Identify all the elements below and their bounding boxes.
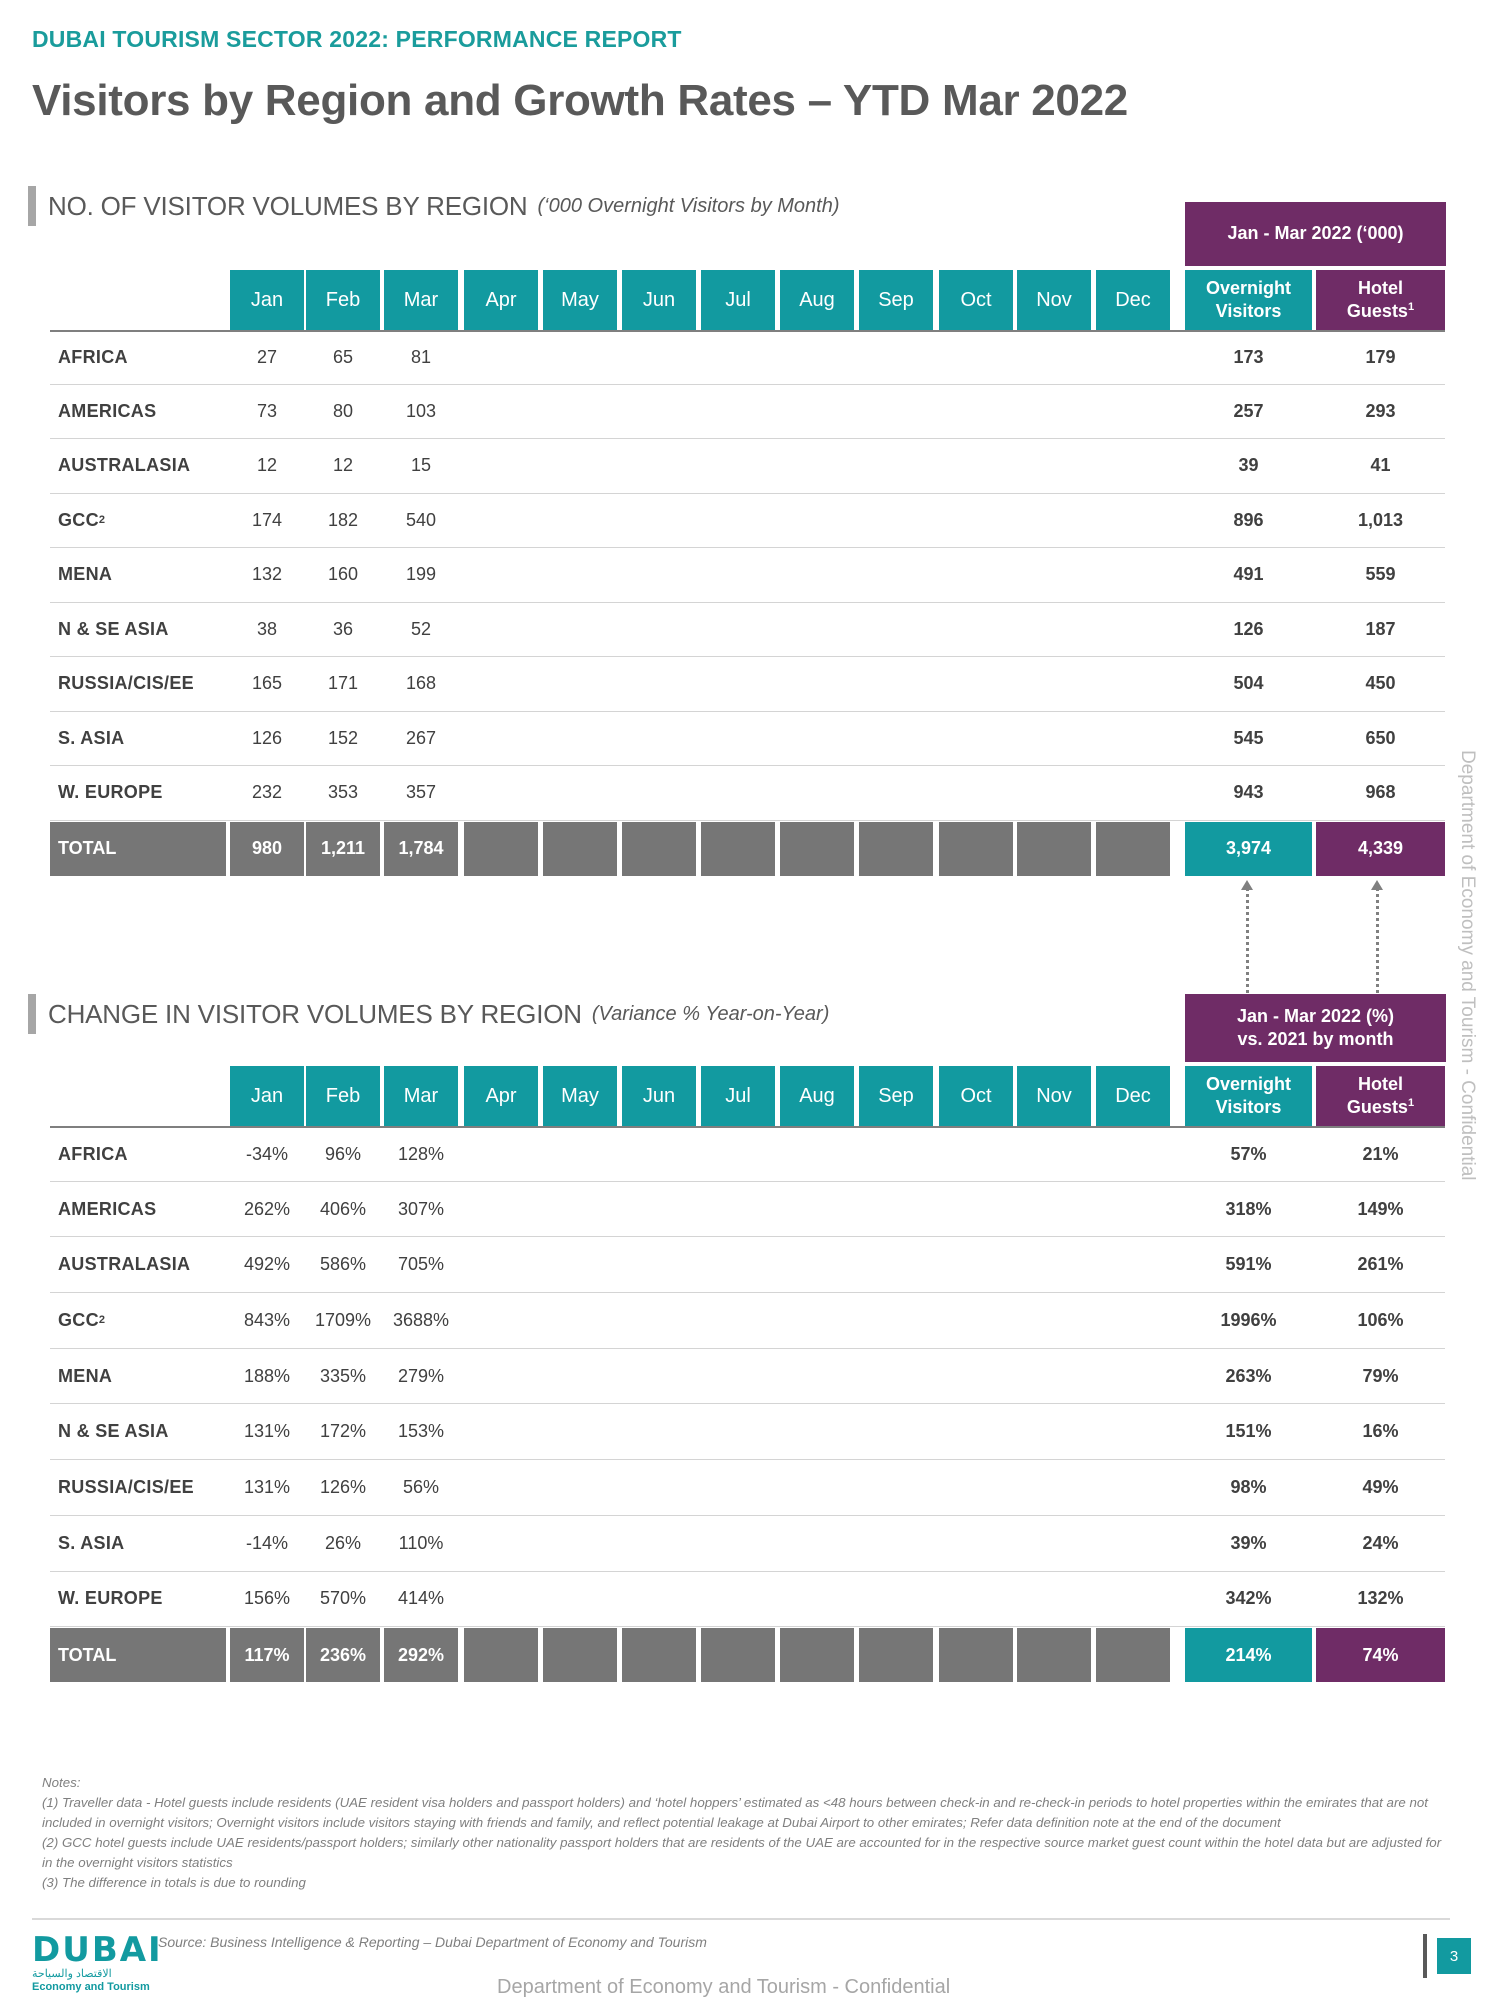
volumes-total-jun: [622, 822, 696, 876]
change-cell-overnight: 39%: [1230, 1532, 1267, 1553]
change-row-label: [50, 1182, 226, 1237]
volumes-cell-overnight: 173: [1233, 347, 1264, 368]
volumes-header-may: May: [543, 270, 617, 330]
volumes-cell-hotel: 187: [1365, 618, 1396, 639]
change-row-5: [50, 1405, 1445, 1461]
volumes-cell-overnight: 257: [1233, 400, 1264, 421]
volumes-header-apr: Apr: [464, 270, 538, 330]
change-region-name: S. ASIA: [58, 1532, 125, 1553]
change-cell-mar: 307%: [397, 1198, 445, 1219]
change-cell-feb: 570%: [319, 1588, 367, 1609]
change-total-mar: 292%: [384, 1628, 458, 1682]
change-cell-hotel: 149%: [1357, 1198, 1404, 1219]
page-divider: [1423, 1934, 1427, 1978]
change-row-4: [50, 1349, 1445, 1405]
volumes-region-name: AFRICA: [58, 347, 128, 368]
volumes-row-8: [50, 766, 1445, 821]
volumes-row-label: [50, 548, 226, 602]
change-header-sep: Sep: [859, 1066, 933, 1126]
volumes-cell-hotel: 179: [1365, 347, 1396, 368]
volumes-header-oct: Oct: [939, 270, 1013, 330]
change-total-overnight: 214%: [1185, 1628, 1312, 1682]
volumes-cell-hotel: 650: [1365, 727, 1396, 748]
volumes-row-label: [50, 332, 226, 384]
volumes-row-label: [50, 712, 226, 766]
change-region-name: RUSSIA/CIS/EE: [58, 1477, 194, 1498]
change-total-jan: 117%: [230, 1628, 304, 1682]
volumes-row-5: [50, 603, 1445, 658]
change-cell-feb: 26%: [324, 1532, 362, 1553]
volumes-cell-jan: 126: [251, 727, 283, 748]
change-cell-feb: 126%: [319, 1477, 367, 1498]
source-note: Source: Business Intelligence & Reporting – Dubai Department of Economy and Tourism: [158, 1934, 707, 1950]
change-cell-hotel: 49%: [1362, 1477, 1399, 1498]
volumes-total-feb: 1,211: [306, 822, 380, 876]
change-cell-jan: 156%: [243, 1588, 291, 1609]
volumes-header-hotel-sup: 1: [1407, 301, 1415, 313]
volumes-region-name: MENA: [58, 564, 113, 585]
change-cell-feb: 172%: [319, 1421, 367, 1442]
volumes-total-dec: [1096, 822, 1170, 876]
volumes-cell-mar: 81: [410, 347, 432, 368]
change-table: [50, 1066, 1445, 1686]
change-cell-hotel: 24%: [1362, 1532, 1399, 1553]
change-row-7: [50, 1516, 1445, 1572]
volumes-cell-hotel: 559: [1365, 564, 1396, 585]
logo-wordmark: DUBAI: [32, 1930, 163, 1970]
volumes-header-jun: Jun: [622, 270, 696, 330]
change-cell-mar: 414%: [397, 1588, 445, 1609]
change-cell-overnight: 318%: [1225, 1198, 1272, 1219]
change-header-hotel-sup: 1: [1407, 1097, 1415, 1109]
volumes-cell-mar: 199: [405, 564, 437, 585]
change-ytd-banner: [1185, 994, 1446, 1062]
volumes-cell-jan: 132: [251, 564, 283, 585]
change-cell-jan: 843%: [243, 1309, 291, 1330]
change-cell-mar: 279%: [397, 1365, 445, 1386]
change-banner-line1: Jan - Mar 2022 (%): [1236, 1005, 1395, 1026]
hotel-arrow-line: [1376, 888, 1379, 993]
change-total-aug: [780, 1628, 854, 1682]
volumes-cell-feb: 353: [327, 782, 359, 803]
overnight-arrow-line: [1246, 888, 1249, 993]
change-region-name: GCC: [58, 1309, 99, 1330]
change-row-3: [50, 1293, 1445, 1349]
volumes-region-name: N & SE ASIA: [58, 618, 169, 639]
change-header-nov: Nov: [1017, 1066, 1091, 1126]
change-total-apr: [464, 1628, 538, 1682]
change-row-8: [50, 1572, 1445, 1628]
change-cell-jan: 131%: [243, 1421, 291, 1442]
change-region-name: AFRICA: [58, 1143, 128, 1164]
change-row-label: [50, 1237, 226, 1292]
change-header-may: May: [543, 1066, 617, 1126]
volumes-cell-feb: 12: [332, 455, 354, 476]
note-2: (2) GCC hotel guests include UAE residents/passport holders; similarly other nationality passport holders that are residents of the UAE are accounted for in the respective source market guest count within the hotel data but are adjusted for in the overnight visitors statistics: [42, 1834, 1442, 1870]
volumes-cell-mar: 15: [410, 455, 432, 476]
change-cell-hotel: 79%: [1362, 1365, 1399, 1386]
change-cell-mar: 110%: [398, 1532, 444, 1553]
volumes-cell-feb: 160: [327, 564, 359, 585]
volumes-header-dec: Dec: [1096, 270, 1170, 330]
change-cell-jan: 262%: [243, 1198, 291, 1219]
change-cell-feb: 586%: [319, 1254, 367, 1275]
change-total-label: TOTAL: [50, 1628, 226, 1682]
change-total-may: [543, 1628, 617, 1682]
volumes-cell-hotel: 450: [1365, 673, 1396, 694]
volumes-region-name: W. EUROPE: [58, 782, 163, 803]
change-cell-feb: 406%: [319, 1198, 367, 1219]
change-cell-mar: 56%: [402, 1477, 440, 1498]
volumes-cell-overnight: 504: [1233, 673, 1264, 694]
volumes-total-apr: [464, 822, 538, 876]
change-subheading: (Variance % Year-on-Year): [591, 1002, 830, 1025]
volumes-cell-mar: 168: [405, 673, 437, 694]
volumes-cell-feb: 36: [332, 618, 354, 639]
change-cell-overnight: 263%: [1225, 1365, 1272, 1386]
volumes-heading: NO. OF VISITOR VOLUMES BY REGION: [48, 190, 528, 221]
change-total-feb: 236%: [306, 1628, 380, 1682]
change-header-dec: Dec: [1096, 1066, 1170, 1126]
hotel-arrow-head: [1371, 880, 1383, 890]
volumes-cell-mar: 357: [405, 782, 437, 803]
volumes-cell-overnight: 491: [1233, 564, 1264, 585]
volumes-total-label: TOTAL: [50, 822, 226, 876]
notes: [42, 1773, 1447, 1893]
volumes-header-row: [50, 270, 1445, 330]
change-row-label: [50, 1460, 226, 1515]
volumes-cell-mar: 540: [405, 509, 437, 530]
change-total-sep: [859, 1628, 933, 1682]
change-total-jun: [622, 1628, 696, 1682]
change-cell-jan: 131%: [243, 1477, 291, 1498]
change-cell-hotel: 106%: [1357, 1309, 1404, 1330]
change-region-name: AUSTRALASIA: [58, 1254, 191, 1275]
volumes-cell-mar: 267: [405, 727, 437, 748]
change-cell-mar: 153%: [397, 1421, 445, 1442]
volumes-total-jul: [701, 822, 775, 876]
volumes-cell-overnight: 545: [1233, 727, 1264, 748]
change-region-name: N & SE ASIA: [58, 1421, 169, 1442]
volumes-cell-hotel: 293: [1365, 400, 1396, 421]
change-section-heading: [28, 994, 829, 1034]
volumes-row-label: [50, 657, 226, 711]
volumes-section-heading: [28, 186, 840, 226]
volumes-cell-feb: 171: [327, 673, 359, 694]
volumes-header-hotel: [1316, 270, 1445, 330]
volumes-row-label: GCC 2: [58, 509, 106, 530]
volumes-header-jul: Jul: [701, 270, 775, 330]
change-total-nov: [1017, 1628, 1091, 1682]
volumes-cell-jan: 232: [251, 782, 283, 803]
change-header-hotel: [1316, 1066, 1445, 1126]
change-cell-hotel: 21%: [1362, 1143, 1399, 1164]
change-cell-feb: 335%: [319, 1365, 367, 1386]
change-row-label: [50, 1349, 226, 1404]
change-cell-overnight: 1996%: [1220, 1309, 1277, 1330]
volumes-cell-overnight: 39: [1238, 455, 1259, 476]
change-cell-hotel: 16%: [1362, 1421, 1399, 1442]
change-cell-feb: 1709%: [314, 1309, 372, 1330]
footer-divider: [32, 1918, 1450, 1920]
change-cell-mar: 3688%: [392, 1309, 450, 1330]
change-header-jul: Jul: [701, 1066, 775, 1126]
volumes-table: [50, 270, 1445, 880]
dubai-logo: [32, 1930, 163, 2000]
volumes-cell-overnight: 896: [1233, 509, 1264, 530]
volumes-header-hotel-text: Hotel Guests: [1346, 277, 1408, 321]
volumes-row-label: [50, 439, 226, 493]
volumes-row-3: [50, 494, 1445, 549]
change-total-row: [50, 1628, 1445, 1682]
change-row-label: [50, 1128, 226, 1181]
change-header-oct: Oct: [939, 1066, 1013, 1126]
volumes-region-name: AMERICAS: [58, 400, 157, 421]
volumes-total-row: [50, 822, 1445, 876]
change-cell-jan: 188%: [243, 1365, 291, 1386]
volumes-total-aug: [780, 822, 854, 876]
volumes-cell-feb: 152: [327, 727, 359, 748]
change-header-feb: Feb: [306, 1066, 380, 1126]
volumes-total-jan: 980: [230, 822, 304, 876]
volumes-row-label: [50, 385, 226, 439]
change-header-overnight: Overnight Visitors: [1185, 1066, 1312, 1126]
volumes-region-name: AUSTRALASIA: [58, 455, 191, 476]
volumes-row-7: [50, 712, 1445, 767]
volumes-row-label: [50, 603, 226, 657]
volumes-ytd-banner-text: Jan - Mar 2022 (‘000): [1227, 223, 1404, 244]
logo-english: Economy and Tourism: [32, 1981, 150, 1993]
change-row-label: [50, 1572, 226, 1627]
volumes-header-feb: Feb: [306, 270, 380, 330]
change-cell-jan: 492%: [243, 1254, 291, 1275]
volumes-total-hotel: 4,339: [1316, 822, 1445, 876]
change-header-aug: Aug: [780, 1066, 854, 1126]
change-header-hotel-text: Hotel Guests: [1346, 1073, 1408, 1117]
volumes-cell-jan: 27: [256, 347, 278, 368]
volumes-cell-mar: 103: [405, 400, 437, 421]
change-banner-line2: vs. 2021 by month: [1237, 1029, 1394, 1049]
volumes-cell-jan: 38: [256, 618, 278, 639]
change-cell-hotel: 261%: [1357, 1254, 1404, 1275]
volumes-row-label: [50, 766, 226, 820]
side-confidential-label: Department of Economy and Tourism - Confidential: [1457, 750, 1478, 1181]
volumes-row-2: [50, 439, 1445, 494]
change-total-jul: [701, 1628, 775, 1682]
change-total-oct: [939, 1628, 1013, 1682]
volumes-total-sep: [859, 822, 933, 876]
change-header-jun: Jun: [622, 1066, 696, 1126]
logo-arabic: الاقتصاد والسياحة: [32, 1968, 112, 1980]
volumes-cell-jan: 165: [251, 673, 283, 694]
volumes-header-jan: Jan: [230, 270, 304, 330]
change-total-dec: [1096, 1628, 1170, 1682]
change-row-6: [50, 1460, 1445, 1516]
volumes-cell-jan: 12: [256, 455, 278, 476]
volumes-header-aug: Aug: [780, 270, 854, 330]
change-row-label: [50, 1405, 226, 1460]
change-cell-overnight: 342%: [1225, 1588, 1272, 1609]
change-header-jan: Jan: [230, 1066, 304, 1126]
change-cell-mar: 705%: [397, 1254, 445, 1275]
volumes-cell-feb: 65: [332, 347, 354, 368]
note-3: (3) The difference in totals is due to rounding: [42, 1874, 306, 1890]
change-cell-jan: -14%: [245, 1532, 289, 1553]
volumes-total-nov: [1017, 822, 1091, 876]
change-cell-feb: 96%: [324, 1143, 362, 1164]
change-cell-overnight: 591%: [1225, 1254, 1272, 1275]
change-region-name: W. EUROPE: [58, 1588, 163, 1609]
page-number: 3: [1437, 1938, 1471, 1974]
volumes-region-name: S. ASIA: [58, 727, 125, 748]
volumes-row-4: [50, 548, 1445, 603]
volumes-ytd-banner: [1185, 202, 1446, 266]
note-1: (1) Traveller data - Hotel guests include residents (UAE resident visa holders and passport holders) and ‘hotel hoppers’ estimated as <48 hours between check-in and re-check-in periods to hotel properties within the emirates that are not included in overnight visitors; Overnight visitors include visitors staying with friends and family, and reflect potential leakage at Dubai Airport to other emirates; Refer data definition note at the end of the document: [42, 1794, 1428, 1830]
volumes-cell-mar: 52: [410, 618, 432, 639]
change-cell-hotel: 132%: [1357, 1588, 1404, 1609]
volumes-total-oct: [939, 822, 1013, 876]
volumes-cell-overnight: 943: [1233, 782, 1264, 803]
volumes-header-nov: Nov: [1017, 270, 1091, 330]
volumes-row-6: [50, 657, 1445, 712]
volumes-cell-hotel: 968: [1365, 782, 1396, 803]
volumes-header-mar: Mar: [384, 270, 458, 330]
volumes-cell-jan: 174: [251, 509, 283, 530]
change-row-2: [50, 1237, 1445, 1293]
volumes-cell-feb: 80: [332, 400, 354, 421]
change-region-name: AMERICAS: [58, 1198, 157, 1219]
page-title: Visitors by Region and Growth Rates – YTD Mar 2022: [32, 76, 1128, 125]
volumes-header-hotel-wrap: [1334, 277, 1427, 324]
change-header-apr: Apr: [464, 1066, 538, 1126]
volumes-row-0: [50, 330, 1445, 385]
volumes-total-overnight: 3,974: [1185, 822, 1312, 876]
volumes-cell-hotel: 1,013: [1357, 509, 1404, 530]
volumes-cell-overnight: 126: [1233, 618, 1264, 639]
change-header-hotel-wrap: [1334, 1073, 1427, 1120]
change-cell-overnight: 57%: [1230, 1143, 1267, 1164]
change-cell-overnight: 151%: [1225, 1421, 1272, 1442]
volumes-cell-hotel: 41: [1370, 455, 1391, 476]
change-header-mar: Mar: [384, 1066, 458, 1126]
volumes-cell-feb: 182: [327, 509, 359, 530]
volumes-cell-jan: 73: [256, 400, 278, 421]
change-region-name: MENA: [58, 1365, 113, 1386]
change-cell-overnight: 98%: [1230, 1477, 1267, 1498]
volumes-total-may: [543, 822, 617, 876]
volumes-subheading: (‘000 Overnight Visitors by Month): [537, 194, 840, 217]
volumes-header-overnight: Overnight Visitors: [1185, 270, 1312, 330]
volumes-total-mar: 1,784: [384, 822, 458, 876]
change-cell-jan: -34%: [245, 1143, 289, 1164]
report-kicker: DUBAI TOURISM SECTOR 2022: PERFORMANCE REPORT: [32, 26, 682, 52]
change-row-1: [50, 1182, 1445, 1238]
change-row-0: [50, 1126, 1445, 1182]
change-row-label: GCC 2: [58, 1309, 106, 1330]
change-row-label: [50, 1516, 226, 1571]
change-total-hotel: 74%: [1316, 1628, 1445, 1682]
change-cell-mar: 128%: [397, 1143, 445, 1164]
volumes-region-name: RUSSIA/CIS/EE: [58, 673, 194, 694]
volumes-region-name: GCC: [58, 509, 99, 530]
notes-heading: Notes:: [42, 1775, 81, 1790]
overnight-arrow-head: [1241, 880, 1253, 890]
volumes-header-sep: Sep: [859, 270, 933, 330]
change-header-row: [50, 1066, 1445, 1126]
volumes-row-1: [50, 385, 1445, 440]
bottom-confidential-label: Department of Economy and Tourism - Confidential: [497, 1976, 951, 1998]
change-heading: CHANGE IN VISITOR VOLUMES BY REGION: [48, 998, 582, 1029]
